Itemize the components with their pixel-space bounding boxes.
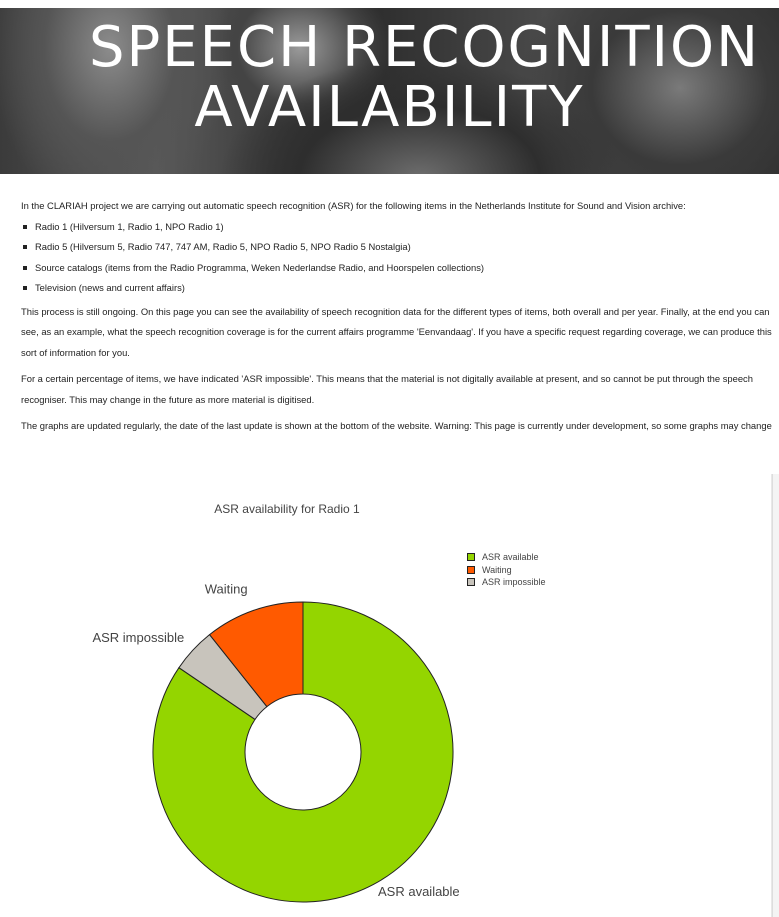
asr-donut-chart: [0, 480, 770, 917]
legend-label: ASR available: [482, 552, 539, 562]
page-title: [0, 15, 779, 140]
list-item: Source catalogs (items from the Radio Programma, Weken Nederlandse Radio, and Hoorspelen collections): [21, 258, 777, 279]
chart-scrollbar[interactable]: [771, 474, 779, 917]
asr-impossible-paragraph: For a certain percentage of items, we have indicated 'ASR impossible'. This means that the material is not digitally available at present, and so cannot be put through the speech recogniser. This may change in the future as more material is digitised.: [21, 373, 753, 405]
slice-label: ASR impossible: [92, 629, 185, 645]
update-paragraph: The graphs are updated regularly, the date of the last update is shown at the bottom of the website. Warning: This page is currently under development, so some graphs may change: [21, 420, 772, 431]
chart-legend: [467, 551, 546, 589]
scrollbar-thumb[interactable]: [772, 474, 779, 917]
item-list: [21, 217, 777, 299]
list-item: Television (news and current affairs): [21, 278, 777, 299]
legend-label: ASR impossible: [482, 577, 546, 587]
legend-label: Waiting: [482, 564, 512, 575]
intro-section: [21, 196, 777, 443]
legend-item[interactable]: [467, 551, 546, 564]
legend-item[interactable]: [467, 564, 546, 577]
process-paragraph: This process is still ongoing. On this page you can see the availability of speech recognition data for the different types of items, both overall and per year. Finally, at the end you can see, as an example, what the speech recognition coverage is for the current affairs programme 'Eenvandaag'. If you have a specific request regarding coverage, we can produce this sort of information for you.: [21, 305, 772, 358]
slice-label: ASR available: [378, 884, 460, 899]
legend-swatch: [467, 578, 475, 586]
page-title-line2: AVAILABILITY: [194, 75, 585, 140]
legend-swatch: [467, 553, 475, 561]
page-title-line1: SPEECH RECOGNITION: [88, 15, 761, 80]
slice-label: Waiting: [204, 581, 248, 597]
legend-item[interactable]: [467, 576, 546, 589]
legend-swatch: [467, 566, 475, 574]
intro-paragraph: In the CLARIAH project we are carrying out automatic speech recognition (ASR) for the following items in the Netherlands Institute for Sound and Vision archive:: [21, 200, 686, 211]
list-item: Radio 1 (Hilversum 1, Radio 1, NPO Radio 1): [21, 217, 777, 238]
list-item: Radio 5 (Hilversum 5, Radio 747, 747 AM, Radio 5, NPO Radio 5, NPO Radio 5 Nostalgia): [21, 237, 777, 258]
hero-banner: [0, 8, 779, 174]
chart-title: ASR availability for Radio 1: [214, 502, 360, 516]
